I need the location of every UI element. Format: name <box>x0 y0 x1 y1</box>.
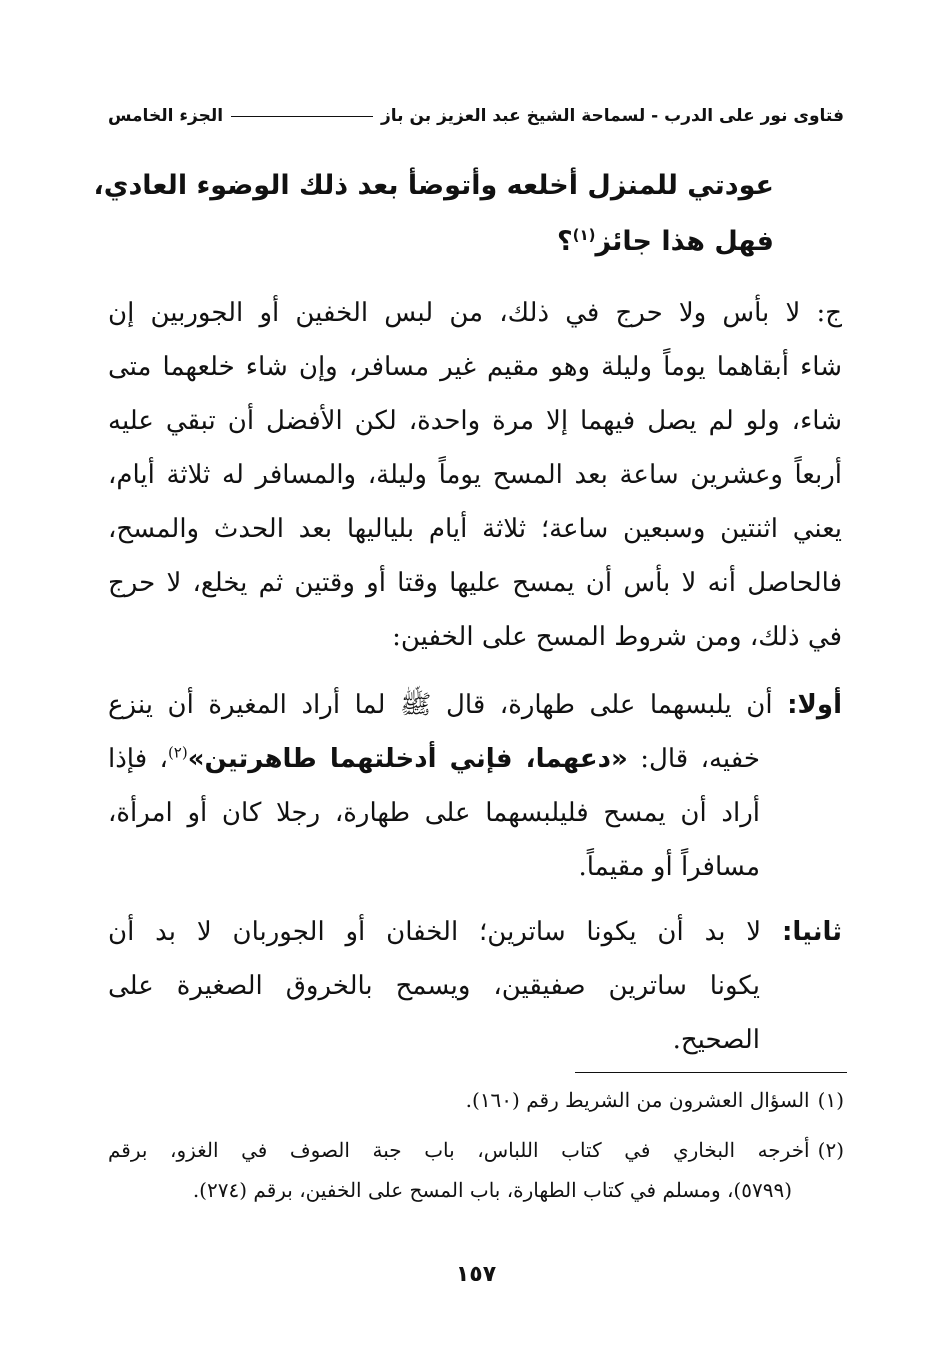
hadith-quote: «دعهما، فإني أدخلتهما طاهرتين» <box>187 744 628 774</box>
question-line-2 <box>164 214 774 270</box>
volume-label: الجزء الخامس <box>108 106 224 126</box>
footnotes <box>108 1080 844 1220</box>
condition-second-line-1 <box>108 905 842 959</box>
header-rule <box>231 116 373 117</box>
footnote-ref-1: (١) <box>572 226 596 244</box>
question-block <box>93 158 774 270</box>
question-line-2-text: فهل هذا جائز <box>595 226 774 257</box>
answer-line: في ذلك، ومن شروط المسح على الخفين: <box>392 622 842 652</box>
condition-first-text-2b: ، فإذا <box>108 744 168 774</box>
answer-line: يعني اثنتين وسبعين ساعة؛ ثلاثة أيام بلياليها بعد الحدث والمسح، <box>108 514 842 544</box>
answer-line: شاء، ولو لم يصل فيهما إلا مرة واحدة، لكن الأفضل أن تبقي عليه <box>108 406 842 436</box>
condition-first <box>108 678 842 894</box>
answer-line: أربعاً وعشرين ساعة بعد المسح يوماً وليلة، والمسافر له ثلاثة أيام، <box>108 460 842 490</box>
footnote-1 <box>108 1080 844 1120</box>
condition-first-text-1: أن يلبسهما على طهارة، قال ﷺ لما أراد المغيرة أن ينزع <box>108 690 773 720</box>
condition-first-line-2 <box>108 732 842 786</box>
footnote-2-line-2: (٥٧٩٩)، ومسلم في كتاب الطهارة، باب المسح على الخفين، برقم (٢٧٤). <box>192 1178 792 1202</box>
footnote-2-text-1: أخرجه البخاري في كتاب اللباس، باب جبة الصوف في الغزو، برقم <box>108 1138 810 1162</box>
answer-line: ج: لا بأس ولا حرج في ذلك، من لبس الخفين أو الجوربين إن <box>108 298 842 328</box>
footnote-2-number: (٢) <box>817 1138 844 1162</box>
answer-line: شاء أبقاهما يوماً وليلة وهو مقيم غير مسافر، وإن شاء خلعهما متى <box>108 352 842 382</box>
question-line-1: عودتي للمنزل أخلعه وأتوضأ بعد ذلك الوضوء العادي، <box>93 170 774 201</box>
footnote-1-number: (١) <box>817 1088 844 1112</box>
footnote-1-line <box>108 1080 844 1120</box>
condition-first-line-3: أراد أن يمسح فليلبسهما على طهارة، رجلا كان أو امرأة، <box>108 798 760 828</box>
question-mark: ؟ <box>556 226 573 257</box>
condition-first-line-4: مسافراً أو مقيماً. <box>578 852 760 882</box>
footnote-2 <box>108 1130 844 1210</box>
condition-first-label: أولا: <box>787 690 842 720</box>
condition-second-line-2: يكونا ساترين صفيقين، ويسمح بالخروق الصغيرة على <box>108 971 760 1001</box>
footnote-separator <box>575 1072 847 1073</box>
answer-block <box>108 286 842 664</box>
condition-first-line-1 <box>108 678 842 732</box>
condition-second-text-1: لا بد أن يكونا ساترين؛ الخفان أو الجوربان لا بد أن <box>108 917 762 947</box>
answer-line: فالحاصل أنه لا بأس أن يمسح عليها وقتا أو وقتين ثم يخلع، لا حرج <box>108 568 842 598</box>
condition-first-text-2a: خفيه، قال: <box>627 744 760 774</box>
footnote-2-line-1 <box>108 1130 844 1170</box>
condition-second <box>108 905 842 1067</box>
footnote-1-text: السؤال العشرون من الشريط رقم (١٦٠). <box>465 1088 810 1112</box>
footnote-ref-2: (٢) <box>167 743 188 762</box>
page-number: ١٥٧ <box>455 1262 497 1287</box>
condition-second-line-3: الصحيح. <box>672 1025 760 1055</box>
condition-second-label: ثانيا: <box>781 917 843 947</box>
book-title: فتاوى نور على الدرب - لسماحة الشيخ عبد العزيز بن باز <box>381 106 844 126</box>
running-header <box>108 100 844 132</box>
